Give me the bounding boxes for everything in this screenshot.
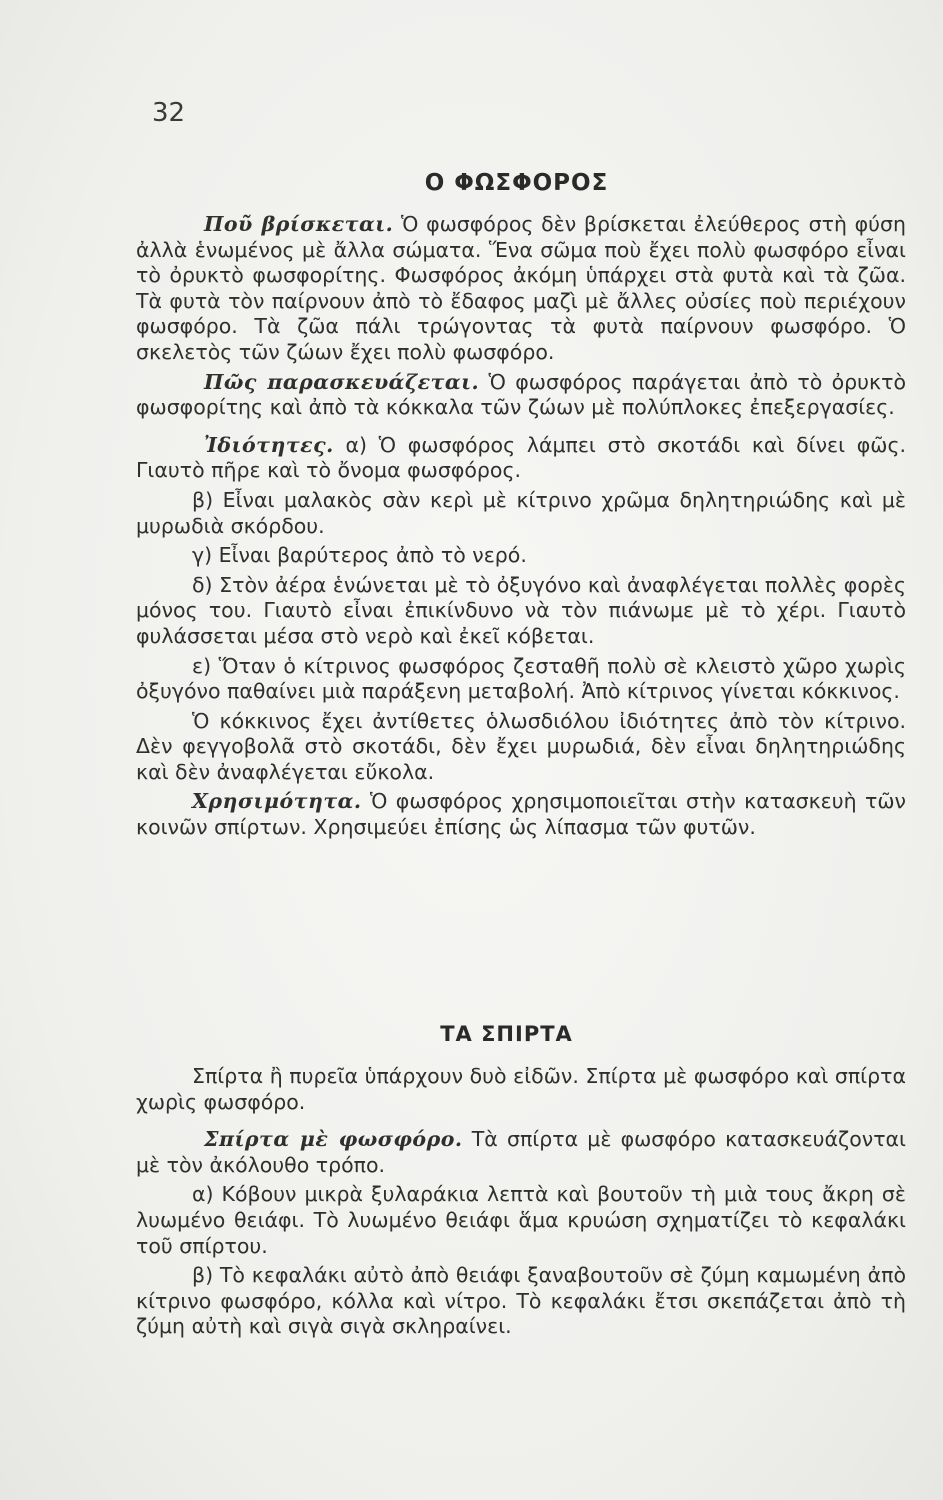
paragraph-lead: Σπίρτα μὲ φωσφόρο. [204, 1127, 463, 1152]
paragraph-step-b: β) Τὸ κεφαλάκι αὐτὸ ἀπὸ θειάφι ξαναβουτοῦν σὲ ζύμη καμωμένη ἀπὸ κίτρινο φωσφόρο, κόλλα καὶ νίτρο. Τὸ κεφαλάκι ἔτσι σκεπάζεται ἀπὸ τὴ ζύμη αὐτὴ καὶ σιγὰ σιγὰ σκληραίνει. [136, 1263, 906, 1339]
paragraph-properties [136, 433, 906, 484]
page-number: 32 [152, 98, 186, 128]
section-matches-body [136, 1064, 906, 1344]
paragraph-preparation [136, 370, 906, 421]
paragraph-phosphorus-matches [136, 1127, 906, 1178]
paragraph-property-d: δ) Στὸν ἀέρα ἑνώνεται μὲ τὸ ὀξυγόνο καὶ ἀναφλέγεται πολλὲς φορὲς μόνος του. Γιαυτὸ εἶναι ἐπικίνδυνο νὰ τὸν πιάνωμε μὲ τὸ χέρι. Γιαυτὸ φυλάσσεται μέσα στὸ νερὸ καὶ ἐκεῖ κόβεται. [136, 572, 906, 648]
paragraph-text: Τὰ σπίρτα μὲ φωσφόρο κατασκευάζονται μὲ τὸν ἀκόλουθο τρόπο. [136, 1127, 906, 1177]
paragraph-where-found [136, 212, 906, 366]
section-phosphorus-body [136, 212, 906, 845]
paragraph-property-e: ε) Ὅταν ὁ κίτρινος φωσφόρος ζεσταθῆ πολὺ σὲ κλειστὸ χῶρο χωρὶς ὀξυγόνο παθαίνει μιὰ παράξενη μεταβολή. Ἀπὸ κίτρινος γίνεται κόκκινος. [136, 653, 906, 704]
section-title-matches: ΤΑ ΣΠΙΡΤΑ [440, 1022, 573, 1046]
paragraph-usefulness [136, 789, 906, 840]
paragraph-lead: Χρησιμότητα. [192, 789, 362, 814]
paragraph-text: Ὁ φωσφόρος παράγεται ἀπὸ τὸ ὀρυκτὸ φωσφορίτης καὶ ἀπὸ τὰ κόκκαλα τῶν ζώων μὲ πολύπλοκες ἐπεξεργασίες. [136, 369, 907, 420]
paragraph-text: Ὁ φωσφόρος δὲν βρίσκεται ἐλεύθερος στὴ φύση ἀλλὰ ἑνωμένος μὲ ἄλλα σώματα. Ἕνα σῶμα ποὺ ἔχει πολὺ φωσφόρο εἶναι τὸ ὀρυκτὸ φωσφορίτης. Φωσφόρος ἀκόμη ὑπάρχει στὰ φυτὰ καὶ τὰ ζῶα. Τὰ φυτὰ τὸν παίρνουν ἀπὸ τὸ ἔδαφος μαζὶ μὲ ἄλλες οὐσίες ποὺ περιέχουν φωσφόρο. Τὰ ζῶα πάλι τρώγοντας τὰ φυτὰ παίρνουν φωσφόρο. Ὁ σκελετὸς τῶν ζώων ἔχει πολὺ φωσφόρο. [136, 212, 906, 364]
paragraph-text: Ὁ φωσφόρος χρησιμοποιεῖται στὴν κατασκευὴ τῶν κοινῶν σπίρτων. Χρησιμεύει ἐπίσης ὡς λίπασμα τῶν φυτῶν. [136, 789, 906, 840]
paragraph-step-a: α) Κόβουν μικρὰ ξυλαράκια λεπτὰ καὶ βουτοῦν τὴ μιὰ τους ἄκρη σὲ λυωμένο θειάφι. Τὸ λυωμένο θειάφι ἅμα κρυώση σχηματίζει τὸ κεφαλάκι τοῦ σπίρτου. [136, 1182, 906, 1258]
paragraph-match-types: Σπίρτα ἢ πυρεῖα ὑπάρχουν δυὸ εἰδῶν. Σπίρτα μὲ φωσφόρο καὶ σπίρτα χωρὶς φωσφόρο. [136, 1064, 906, 1114]
paragraph-lead: Ποῦ βρίσκεται. [204, 212, 394, 236]
paragraph-property-c: γ) Εἶναι βαρύτερος ἀπὸ τὸ νερό. [192, 543, 527, 568]
paragraph-property-b: β) Εἶναι μαλακὸς σὰν κερὶ μὲ κίτρινο χρῶμα δηλητηριώδης καὶ μὲ μυρωδιὰ σκόρδου. [136, 487, 906, 538]
paragraph-red-phosphorus: Ὁ κόκκινος ἔχει ἀντίθετες ὁλωσδιόλου ἰδιότητες ἀπὸ τὸν κίτρινο. Δὲν φεγγοβολᾶ στὸ σκοτάδι, δὲν ἔχει μυρωδιά, δὲν εἶναι δηλητηριώδης καὶ δὲν ἀναφλέγεται εὔκολα. [136, 708, 906, 784]
paragraph-lead: Ἰδιότητες. [204, 432, 334, 457]
paragraph-lead: Πῶς παρασκευάζεται. [204, 369, 480, 394]
section-title-phosphorus: Ο ΦΩΣΦΟΡΟΣ [424, 170, 609, 196]
paragraph-text: α) Ὁ φωσφόρος λάμπει στὸ σκοτάδι καὶ δίνει φῶς. Γιαυτὸ πῆρε καὶ τὸ ὄνομα φωσφόρος. [136, 432, 906, 483]
